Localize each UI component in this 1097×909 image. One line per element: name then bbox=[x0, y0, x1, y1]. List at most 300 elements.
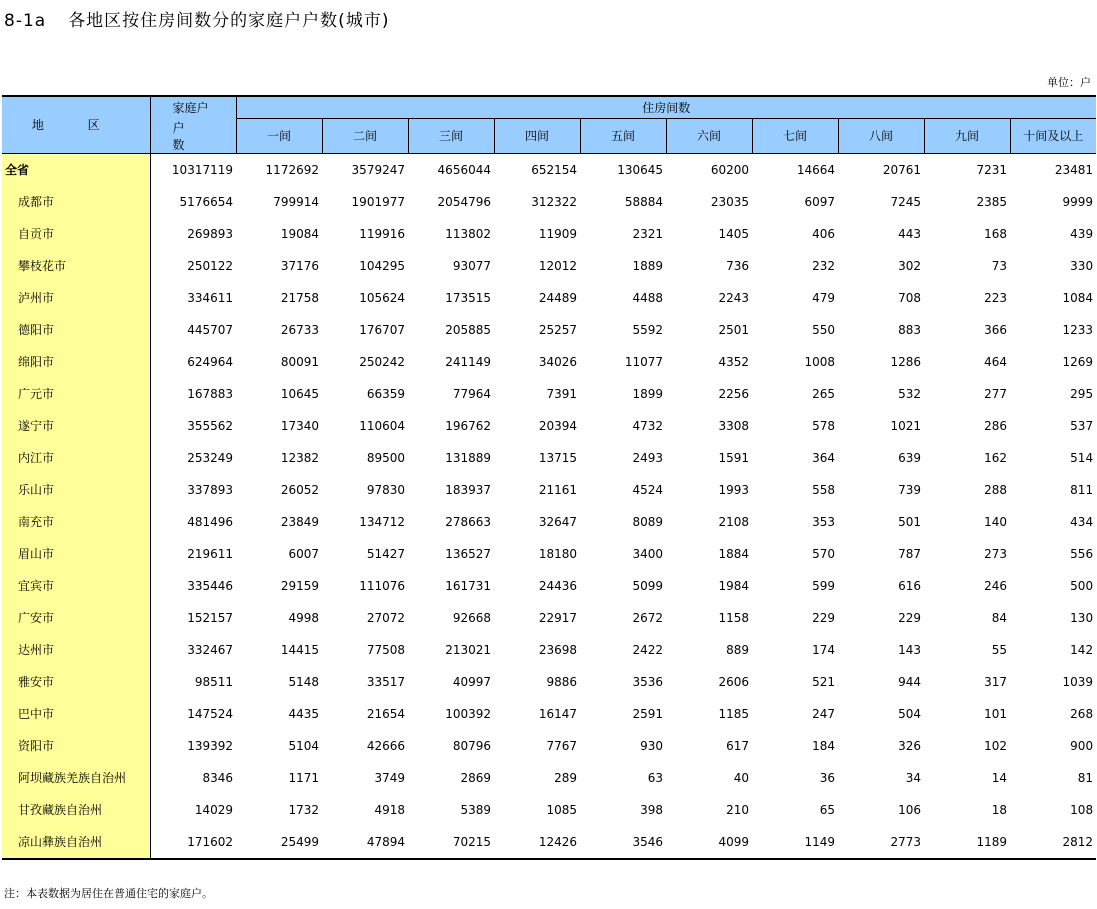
room-count-cell: 5099 bbox=[632, 578, 663, 593]
room-count-cell: 210 bbox=[726, 802, 749, 817]
room-count-cell: 5592 bbox=[632, 322, 663, 337]
room-count-cell: 2493 bbox=[632, 450, 663, 465]
room-count-cell: 3546 bbox=[580, 826, 666, 859]
data-table bbox=[2, 95, 1096, 860]
room-count-cell: 176707 bbox=[359, 322, 405, 337]
household-count-cell: 171602 bbox=[150, 826, 236, 859]
room-count-cell: 134712 bbox=[359, 514, 405, 529]
room-count-cell: 24489 bbox=[538, 290, 577, 305]
header-rooms-group: 住房间数 bbox=[236, 96, 1096, 119]
region-name: 绵阳市 bbox=[2, 346, 150, 378]
household-count-cell: 152157 bbox=[187, 610, 233, 625]
room-count-cell: 111076 bbox=[359, 578, 405, 593]
room-count-cell: 26052 bbox=[280, 482, 319, 497]
unit-label: 单位：户 bbox=[1047, 76, 1091, 89]
household-count-cell: 5176654 bbox=[179, 194, 233, 209]
room-count-cell: 101 bbox=[984, 706, 1007, 721]
room-count-cell: 10645 bbox=[280, 386, 319, 401]
room-count-cell: 24436 bbox=[538, 578, 577, 593]
room-count-cell: 13715 bbox=[538, 450, 577, 465]
room-count-cell: 113802 bbox=[445, 226, 491, 241]
room-count-cell: 223 bbox=[984, 290, 1007, 305]
room-count-cell: 930 bbox=[640, 738, 663, 753]
room-count-cell: 4656044 bbox=[437, 162, 491, 177]
room-count-cell: 241149 bbox=[445, 354, 491, 369]
household-count-cell: 269893 bbox=[187, 226, 233, 241]
room-count-cell: 58884 bbox=[624, 194, 663, 209]
room-count-cell: 2501 bbox=[718, 322, 749, 337]
room-count-cell: 268 bbox=[1070, 706, 1094, 721]
region-name: 达州市 bbox=[2, 634, 150, 666]
room-count-cell: 92668 bbox=[452, 610, 491, 625]
room-count-cell: 131889 bbox=[445, 450, 491, 465]
room-count-cell: 7391 bbox=[546, 386, 577, 401]
room-count-cell: 652154 bbox=[531, 162, 577, 177]
household-count-cell: 445707 bbox=[187, 322, 233, 337]
region-name: 广元市 bbox=[2, 378, 150, 410]
household-count-cell: 335446 bbox=[187, 578, 233, 593]
room-count-cell: 3400 bbox=[632, 546, 663, 561]
room-count-cell: 205885 bbox=[445, 322, 491, 337]
region-name: 眉山市 bbox=[2, 538, 150, 570]
room-count-cell: 60200 bbox=[710, 162, 749, 177]
room-count-cell: 102 bbox=[984, 738, 1007, 753]
room-count-cell: 4099 bbox=[666, 826, 752, 859]
room-count-cell: 501 bbox=[898, 514, 921, 529]
table-row bbox=[2, 153, 1096, 186]
room-count-cell: 1172692 bbox=[265, 162, 319, 177]
header-room-3: 三间 bbox=[408, 119, 494, 154]
region-name: 内江市 bbox=[2, 442, 150, 474]
room-count-cell: 33517 bbox=[366, 674, 405, 689]
room-count-cell: 14664 bbox=[796, 162, 835, 177]
room-count-cell: 1884 bbox=[718, 546, 749, 561]
room-count-cell: 617 bbox=[726, 738, 749, 753]
household-count-cell: 147524 bbox=[187, 706, 233, 721]
room-count-cell: 1171 bbox=[288, 770, 319, 785]
room-count-cell: 7245 bbox=[890, 194, 921, 209]
room-count-cell: 570 bbox=[812, 546, 835, 561]
room-count-cell: 353 bbox=[812, 514, 835, 529]
room-count-cell: 63 bbox=[647, 770, 663, 785]
header-room-4: 四间 bbox=[494, 119, 580, 154]
room-count-cell: 1286 bbox=[890, 354, 921, 369]
room-count-cell: 787 bbox=[898, 546, 921, 561]
room-count-cell: 174 bbox=[812, 642, 835, 657]
room-count-cell: 889 bbox=[726, 642, 749, 657]
household-count-cell: 334611 bbox=[187, 290, 233, 305]
room-count-cell: 36 bbox=[819, 770, 835, 785]
table-row bbox=[2, 570, 1096, 602]
room-count-cell: 32647 bbox=[538, 514, 577, 529]
region-name: 巴中市 bbox=[2, 698, 150, 730]
room-count-cell: 312322 bbox=[531, 194, 577, 209]
room-count-cell: 2869 bbox=[460, 770, 491, 785]
room-count-cell: 4352 bbox=[718, 354, 749, 369]
room-count-cell: 100392 bbox=[445, 706, 491, 721]
household-count-cell: 332467 bbox=[187, 642, 233, 657]
region-name: 全省 bbox=[2, 153, 150, 186]
room-count-cell: 77508 bbox=[366, 642, 405, 657]
room-count-cell: 14 bbox=[991, 770, 1007, 785]
room-count-cell: 47894 bbox=[322, 826, 408, 859]
room-count-cell: 265 bbox=[812, 386, 835, 401]
room-count-cell: 40 bbox=[733, 770, 749, 785]
room-count-cell: 12012 bbox=[538, 258, 577, 273]
room-count-cell: 229 bbox=[812, 610, 835, 625]
room-count-cell: 173515 bbox=[445, 290, 491, 305]
room-count-cell: 439 bbox=[1070, 226, 1094, 241]
room-count-cell: 1085 bbox=[546, 802, 577, 817]
room-count-cell: 246 bbox=[984, 578, 1007, 593]
table-row bbox=[2, 506, 1096, 538]
header-households-line2: 户 数 bbox=[150, 119, 236, 154]
room-count-cell: 286 bbox=[984, 418, 1007, 433]
room-count-cell: 406 bbox=[812, 226, 835, 241]
room-count-cell: 616 bbox=[898, 578, 921, 593]
room-count-cell: 708 bbox=[898, 290, 921, 305]
room-count-cell: 1185 bbox=[718, 706, 749, 721]
region-name: 乐山市 bbox=[2, 474, 150, 506]
table-row bbox=[2, 378, 1096, 410]
table-row bbox=[2, 346, 1096, 378]
header-room-5: 五间 bbox=[580, 119, 666, 154]
room-count-cell: 93077 bbox=[452, 258, 491, 273]
region-name: 泸州市 bbox=[2, 282, 150, 314]
room-count-cell: 232 bbox=[812, 258, 835, 273]
room-count-cell: 443 bbox=[898, 226, 921, 241]
room-count-cell: 1984 bbox=[718, 578, 749, 593]
room-count-cell: 900 bbox=[1070, 738, 1094, 753]
header-room-7: 七间 bbox=[752, 119, 838, 154]
room-count-cell: 4732 bbox=[632, 418, 663, 433]
table-row bbox=[2, 474, 1096, 506]
room-count-cell: 25257 bbox=[538, 322, 577, 337]
room-count-cell: 97830 bbox=[366, 482, 405, 497]
room-count-cell: 2256 bbox=[718, 386, 749, 401]
table-row bbox=[2, 538, 1096, 570]
table-row bbox=[2, 634, 1096, 666]
household-count-cell: 253249 bbox=[187, 450, 233, 465]
room-count-cell: 1732 bbox=[288, 802, 319, 817]
room-count-cell: 1158 bbox=[718, 610, 749, 625]
region-name: 德阳市 bbox=[2, 314, 150, 346]
room-count-cell: 811 bbox=[1070, 482, 1094, 497]
room-count-cell: 550 bbox=[812, 322, 835, 337]
room-count-cell: 77964 bbox=[452, 386, 491, 401]
household-count-cell: 624964 bbox=[187, 354, 233, 369]
room-count-cell: 3579247 bbox=[351, 162, 405, 177]
room-count-cell: 799914 bbox=[273, 194, 319, 209]
table-row bbox=[2, 730, 1096, 762]
room-count-cell: 19084 bbox=[280, 226, 319, 241]
room-count-cell: 1269 bbox=[1062, 354, 1094, 369]
room-count-cell: 521 bbox=[812, 674, 835, 689]
room-count-cell: 162 bbox=[984, 450, 1007, 465]
room-count-cell: 26733 bbox=[280, 322, 319, 337]
region-name: 遂宁市 bbox=[2, 410, 150, 442]
room-count-cell: 514 bbox=[1070, 450, 1094, 465]
room-count-cell: 4998 bbox=[288, 610, 319, 625]
room-count-cell: 295 bbox=[1070, 386, 1094, 401]
table-body bbox=[2, 153, 1096, 859]
region-name: 雅安市 bbox=[2, 666, 150, 698]
room-count-cell: 556 bbox=[1070, 546, 1094, 561]
room-count-cell: 2054796 bbox=[437, 194, 491, 209]
room-count-cell: 20394 bbox=[538, 418, 577, 433]
header-room-2: 二间 bbox=[322, 119, 408, 154]
table-row bbox=[2, 218, 1096, 250]
room-count-cell: 136527 bbox=[445, 546, 491, 561]
room-count-cell: 168 bbox=[984, 226, 1007, 241]
region-name: 成都市 bbox=[2, 186, 150, 218]
room-count-cell: 130645 bbox=[617, 162, 663, 177]
room-count-cell: 184 bbox=[812, 738, 835, 753]
room-count-cell: 739 bbox=[898, 482, 921, 497]
room-count-cell: 4435 bbox=[288, 706, 319, 721]
room-count-cell: 229 bbox=[898, 610, 921, 625]
room-count-cell: 364 bbox=[812, 450, 835, 465]
household-count-cell: 481496 bbox=[187, 514, 233, 529]
room-count-cell: 330 bbox=[1070, 258, 1094, 273]
room-count-cell: 213021 bbox=[445, 642, 491, 657]
room-count-cell: 4488 bbox=[632, 290, 663, 305]
household-count-cell: 8346 bbox=[202, 770, 233, 785]
region-name: 自贡市 bbox=[2, 218, 150, 250]
room-count-cell: 66359 bbox=[366, 386, 405, 401]
room-count-cell: 558 bbox=[812, 482, 835, 497]
room-count-cell: 2385 bbox=[976, 194, 1007, 209]
household-count-cell: 98511 bbox=[194, 674, 233, 689]
room-count-cell: 504 bbox=[898, 706, 921, 721]
table-code: 8-1a bbox=[4, 11, 47, 31]
room-count-cell: 11909 bbox=[538, 226, 577, 241]
room-count-cell: 273 bbox=[984, 546, 1007, 561]
room-count-cell: 479 bbox=[812, 290, 835, 305]
room-count-cell: 289 bbox=[554, 770, 577, 785]
room-count-cell: 110604 bbox=[359, 418, 405, 433]
room-count-cell: 196762 bbox=[445, 418, 491, 433]
room-count-cell: 7767 bbox=[546, 738, 577, 753]
room-count-cell: 21758 bbox=[280, 290, 319, 305]
table-row bbox=[2, 666, 1096, 698]
room-count-cell: 17340 bbox=[280, 418, 319, 433]
room-count-cell: 578 bbox=[812, 418, 835, 433]
table-row bbox=[2, 442, 1096, 474]
room-count-cell: 105624 bbox=[359, 290, 405, 305]
room-count-cell: 161731 bbox=[445, 578, 491, 593]
region-name: 凉山彝族自治州 bbox=[2, 826, 150, 859]
room-count-cell: 11077 bbox=[624, 354, 663, 369]
household-count-cell: 337893 bbox=[187, 482, 233, 497]
header-households-line1: 家庭户 bbox=[150, 96, 236, 119]
table-row bbox=[2, 794, 1096, 826]
region-name: 甘孜藏族自治州 bbox=[2, 794, 150, 826]
room-count-cell: 1189 bbox=[924, 826, 1010, 859]
header-region: 地 区 bbox=[2, 96, 150, 153]
room-count-cell: 2773 bbox=[838, 826, 924, 859]
room-count-cell: 434 bbox=[1070, 514, 1094, 529]
room-count-cell: 27072 bbox=[366, 610, 405, 625]
room-count-cell: 183937 bbox=[445, 482, 491, 497]
room-count-cell: 142 bbox=[1070, 642, 1094, 657]
household-count-cell: 219611 bbox=[187, 546, 233, 561]
room-count-cell: 140 bbox=[984, 514, 1007, 529]
room-count-cell: 3749 bbox=[374, 770, 405, 785]
room-count-cell: 55 bbox=[991, 642, 1007, 657]
room-count-cell: 247 bbox=[812, 706, 835, 721]
region-name: 攀枝花市 bbox=[2, 250, 150, 282]
room-count-cell: 81 bbox=[1077, 770, 1094, 785]
room-count-cell: 9999 bbox=[1062, 194, 1094, 209]
room-count-cell: 22917 bbox=[538, 610, 577, 625]
room-count-cell: 37176 bbox=[280, 258, 319, 273]
room-count-cell: 639 bbox=[898, 450, 921, 465]
room-count-cell: 21161 bbox=[538, 482, 577, 497]
room-count-cell: 3308 bbox=[718, 418, 749, 433]
region-name: 资阳市 bbox=[2, 730, 150, 762]
room-count-cell: 5104 bbox=[288, 738, 319, 753]
room-count-cell: 2591 bbox=[632, 706, 663, 721]
table-row bbox=[2, 186, 1096, 218]
room-count-cell: 130 bbox=[1070, 610, 1094, 625]
room-count-cell: 736 bbox=[726, 258, 749, 273]
room-count-cell: 1889 bbox=[632, 258, 663, 273]
room-count-cell: 883 bbox=[898, 322, 921, 337]
page-title bbox=[4, 6, 389, 31]
room-count-cell: 23698 bbox=[538, 642, 577, 657]
room-count-cell: 302 bbox=[898, 258, 921, 273]
room-count-cell: 326 bbox=[898, 738, 921, 753]
table-row bbox=[2, 762, 1096, 794]
room-count-cell: 12382 bbox=[280, 450, 319, 465]
room-count-cell: 6007 bbox=[288, 546, 319, 561]
room-count-cell: 317 bbox=[984, 674, 1007, 689]
room-count-cell: 23035 bbox=[710, 194, 749, 209]
room-count-cell: 532 bbox=[898, 386, 921, 401]
room-count-cell: 5389 bbox=[460, 802, 491, 817]
room-count-cell: 16147 bbox=[538, 706, 577, 721]
room-count-cell: 288 bbox=[984, 482, 1007, 497]
room-count-cell: 12426 bbox=[494, 826, 580, 859]
room-count-cell: 34 bbox=[905, 770, 921, 785]
room-count-cell: 20761 bbox=[882, 162, 921, 177]
room-count-cell: 500 bbox=[1070, 578, 1094, 593]
room-count-cell: 1149 bbox=[752, 826, 838, 859]
room-count-cell: 70215 bbox=[408, 826, 494, 859]
room-count-cell: 34026 bbox=[538, 354, 577, 369]
region-name: 宜宾市 bbox=[2, 570, 150, 602]
table-row bbox=[2, 698, 1096, 730]
region-name: 阿坝藏族羌族自治州 bbox=[2, 762, 150, 794]
table-row bbox=[2, 826, 1096, 859]
table-row bbox=[2, 314, 1096, 346]
room-count-cell: 1901977 bbox=[351, 194, 405, 209]
household-count-cell: 139392 bbox=[187, 738, 233, 753]
room-count-cell: 7231 bbox=[976, 162, 1007, 177]
room-count-cell: 1591 bbox=[718, 450, 749, 465]
room-count-cell: 2812 bbox=[1010, 826, 1096, 859]
room-count-cell: 1993 bbox=[718, 482, 749, 497]
household-count-cell: 167883 bbox=[187, 386, 233, 401]
room-count-cell: 2108 bbox=[718, 514, 749, 529]
room-count-cell: 106 bbox=[898, 802, 921, 817]
room-count-cell: 80091 bbox=[280, 354, 319, 369]
room-count-cell: 366 bbox=[984, 322, 1007, 337]
table-row bbox=[2, 602, 1096, 634]
room-count-cell: 73 bbox=[991, 258, 1007, 273]
room-count-cell: 3536 bbox=[632, 674, 663, 689]
header-room-1: 一间 bbox=[236, 119, 322, 154]
room-count-cell: 89500 bbox=[366, 450, 405, 465]
room-count-cell: 1021 bbox=[890, 418, 921, 433]
header-room-8: 八间 bbox=[838, 119, 924, 154]
room-count-cell: 18 bbox=[991, 802, 1007, 817]
table-row bbox=[2, 282, 1096, 314]
room-count-cell: 42666 bbox=[366, 738, 405, 753]
room-count-cell: 2606 bbox=[718, 674, 749, 689]
room-count-cell: 23849 bbox=[280, 514, 319, 529]
room-count-cell: 1405 bbox=[718, 226, 749, 241]
room-count-cell: 1084 bbox=[1062, 290, 1094, 305]
room-count-cell: 1039 bbox=[1062, 674, 1094, 689]
room-count-cell: 398 bbox=[640, 802, 663, 817]
household-count-cell: 355562 bbox=[187, 418, 233, 433]
region-name: 南充市 bbox=[2, 506, 150, 538]
region-name: 广安市 bbox=[2, 602, 150, 634]
room-count-cell: 21654 bbox=[366, 706, 405, 721]
household-count-cell: 250122 bbox=[187, 258, 233, 273]
room-count-cell: 29159 bbox=[280, 578, 319, 593]
room-count-cell: 9886 bbox=[546, 674, 577, 689]
room-count-cell: 1899 bbox=[632, 386, 663, 401]
room-count-cell: 104295 bbox=[359, 258, 405, 273]
room-count-cell: 108 bbox=[1070, 802, 1094, 817]
room-count-cell: 51427 bbox=[366, 546, 405, 561]
footnote: 注：本表数据为居住在普通住宅的家庭户。 bbox=[4, 887, 213, 900]
room-count-cell: 65 bbox=[819, 802, 835, 817]
room-count-cell: 40997 bbox=[452, 674, 491, 689]
room-count-cell: 8089 bbox=[632, 514, 663, 529]
room-count-cell: 1008 bbox=[804, 354, 835, 369]
table-row bbox=[2, 410, 1096, 442]
room-count-cell: 25499 bbox=[236, 826, 322, 859]
room-count-cell: 6097 bbox=[804, 194, 835, 209]
room-count-cell: 464 bbox=[984, 354, 1007, 369]
room-count-cell: 2321 bbox=[632, 226, 663, 241]
household-count-cell: 10317119 bbox=[171, 162, 233, 177]
room-count-cell: 23481 bbox=[1054, 162, 1094, 177]
room-count-cell: 18180 bbox=[538, 546, 577, 561]
table-row bbox=[2, 250, 1096, 282]
room-count-cell: 278663 bbox=[445, 514, 491, 529]
room-count-cell: 143 bbox=[898, 642, 921, 657]
room-count-cell: 5148 bbox=[288, 674, 319, 689]
room-count-cell: 84 bbox=[991, 610, 1007, 625]
room-count-cell: 4524 bbox=[632, 482, 663, 497]
room-count-cell: 599 bbox=[812, 578, 835, 593]
room-count-cell: 944 bbox=[898, 674, 921, 689]
room-count-cell: 250242 bbox=[359, 354, 405, 369]
room-count-cell: 2243 bbox=[718, 290, 749, 305]
room-count-cell: 2672 bbox=[632, 610, 663, 625]
room-count-cell: 1233 bbox=[1062, 322, 1094, 337]
room-count-cell: 277 bbox=[984, 386, 1007, 401]
header-room-9: 九间 bbox=[924, 119, 1010, 154]
household-count-cell: 14029 bbox=[194, 802, 233, 817]
room-count-cell: 4918 bbox=[374, 802, 405, 817]
header-room-10: 十间及以上 bbox=[1010, 119, 1096, 154]
